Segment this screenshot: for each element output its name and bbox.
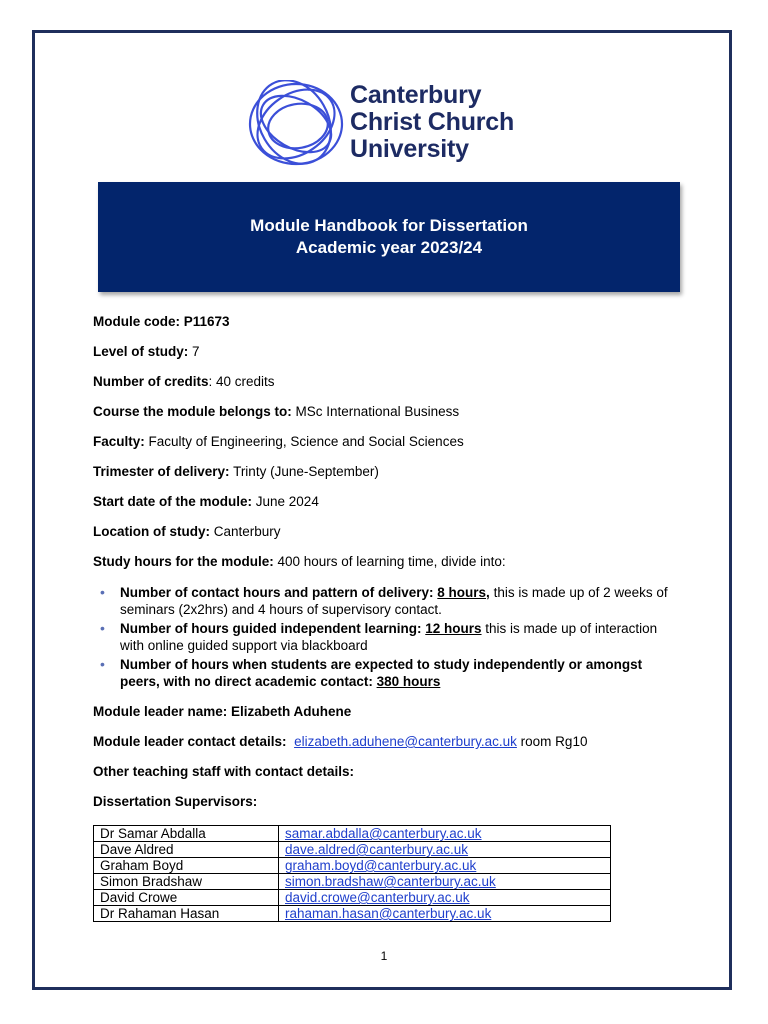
supervisor-email-cell (279, 890, 611, 906)
study-hours-field (93, 554, 673, 570)
supervisor-email-link[interactable]: dave.aldred@canterbury.ac.uk (285, 842, 469, 857)
supervisor-email-cell (279, 874, 611, 890)
supervisors-table (93, 825, 611, 922)
logo-line-2: Christ Church (350, 108, 515, 136)
faculty-label: Faculty: (93, 434, 145, 449)
supervisor-email-cell (279, 906, 611, 922)
logo-line-3: University (350, 135, 469, 163)
independent-hours-value: 380 hours (376, 674, 441, 689)
independent-hours-label: Number of hours when students are expected to study independently or amongst peers, with no direct academic contact: (120, 657, 643, 689)
credits-field (93, 374, 673, 390)
course-value: MSc International Business (291, 404, 460, 419)
supervisor-email-cell (279, 842, 611, 858)
credits-value: : 40 credits (208, 374, 275, 389)
faculty-field (93, 434, 673, 450)
supervisor-email-link[interactable]: david.crowe@canterbury.ac.uk (285, 890, 470, 905)
supervisor-name: Graham Boyd (94, 858, 279, 874)
logo-line-1: Canterbury (350, 81, 482, 109)
table-row (94, 842, 611, 858)
contact-hours-desc: this is made up of 2 weeks of seminars (2x2hrs) and 4 hours of supervisory contact. (120, 585, 668, 617)
table-row (94, 890, 611, 906)
supervisor-name: Dr Samar Abdalla (94, 826, 279, 842)
level-label: Level of study: (93, 344, 189, 359)
guided-hours-item (120, 620, 673, 654)
leader-name-label: Module leader name: Elizabeth Aduhene (93, 704, 352, 719)
study-hours-label: Study hours for the module: (93, 554, 274, 569)
location-field (93, 524, 673, 540)
guided-hours-label: Number of hours guided independent learning: (120, 621, 426, 636)
module-code-label: Module code: P11673 (93, 314, 230, 329)
trimester-value: Trinty (June-September) (229, 464, 379, 479)
location-label: Location of study: (93, 524, 210, 539)
supervisor-name: Dr Rahaman Hasan (94, 906, 279, 922)
contact-hours-label: Number of contact hours and pattern of delivery: (120, 585, 438, 600)
table-row (94, 906, 611, 922)
supervisor-email-link[interactable]: samar.abdalla@canterbury.ac.uk (285, 826, 482, 841)
location-value: Canterbury (210, 524, 281, 539)
leader-contact-label: Module leader contact details: (93, 734, 287, 749)
supervisors-label: Dissertation Supervisors: (93, 794, 258, 809)
leader-email-link[interactable]: elizabeth.aduhene@canterbury.ac.uk (294, 734, 517, 749)
university-logo (246, 80, 546, 170)
supervisor-email-cell (279, 858, 611, 874)
supervisor-name: David Crowe (94, 890, 279, 906)
start-date-label: Start date of the module: (93, 494, 253, 509)
start-date-field (93, 494, 673, 510)
supervisor-email-link[interactable]: graham.boyd@canterbury.ac.uk (285, 858, 477, 873)
trimester-field (93, 464, 673, 480)
level-field (93, 344, 673, 360)
hours-list (93, 584, 673, 690)
table-row (94, 826, 611, 842)
supervisor-email-link[interactable]: rahaman.hasan@canterbury.ac.uk (285, 906, 492, 921)
module-details (93, 314, 673, 824)
banner-title: Module Handbook for Dissertation (250, 216, 528, 235)
course-label: Course the module belongs to: (93, 404, 292, 419)
trimester-label: Trimester of delivery: (93, 464, 230, 479)
page-number: 1 (380, 949, 388, 963)
module-code-field (93, 314, 673, 330)
independent-hours-item (120, 656, 673, 690)
supervisor-email-link[interactable]: simon.bradshaw@canterbury.ac.uk (285, 874, 496, 889)
contact-hours-value: 8 hours, (437, 585, 490, 600)
supervisor-email-cell (279, 826, 611, 842)
leader-name-field (93, 704, 673, 720)
contact-hours-item (120, 584, 673, 618)
table-row (94, 858, 611, 874)
supervisors-field (93, 794, 673, 810)
faculty-value: Faculty of Engineering, Science and Social Sciences (144, 434, 464, 449)
study-hours-value: 400 hours of learning time, divide into: (273, 554, 506, 569)
banner-subtitle: Academic year 2023/24 (295, 238, 483, 257)
supervisor-name: Dave Aldred (94, 842, 279, 858)
supervisor-name: Simon Bradshaw (94, 874, 279, 890)
leader-contact-field (93, 734, 673, 750)
logo-wordmark (350, 82, 514, 163)
other-staff-field (93, 764, 673, 780)
other-staff-label: Other teaching staff with contact details: (93, 764, 355, 779)
title-banner (98, 182, 680, 292)
guided-hours-value: 12 hours (425, 621, 482, 636)
level-value: 7 (188, 344, 200, 359)
course-field (93, 404, 673, 420)
start-date-value: June 2024 (252, 494, 319, 509)
table-row (94, 874, 611, 890)
credits-label: Number of credits (93, 374, 209, 389)
leader-room: room Rg10 (516, 734, 588, 749)
guided-hours-desc: this is made up of interaction with online guided support via blackboard (120, 621, 658, 653)
rings-logo-icon (246, 80, 346, 168)
